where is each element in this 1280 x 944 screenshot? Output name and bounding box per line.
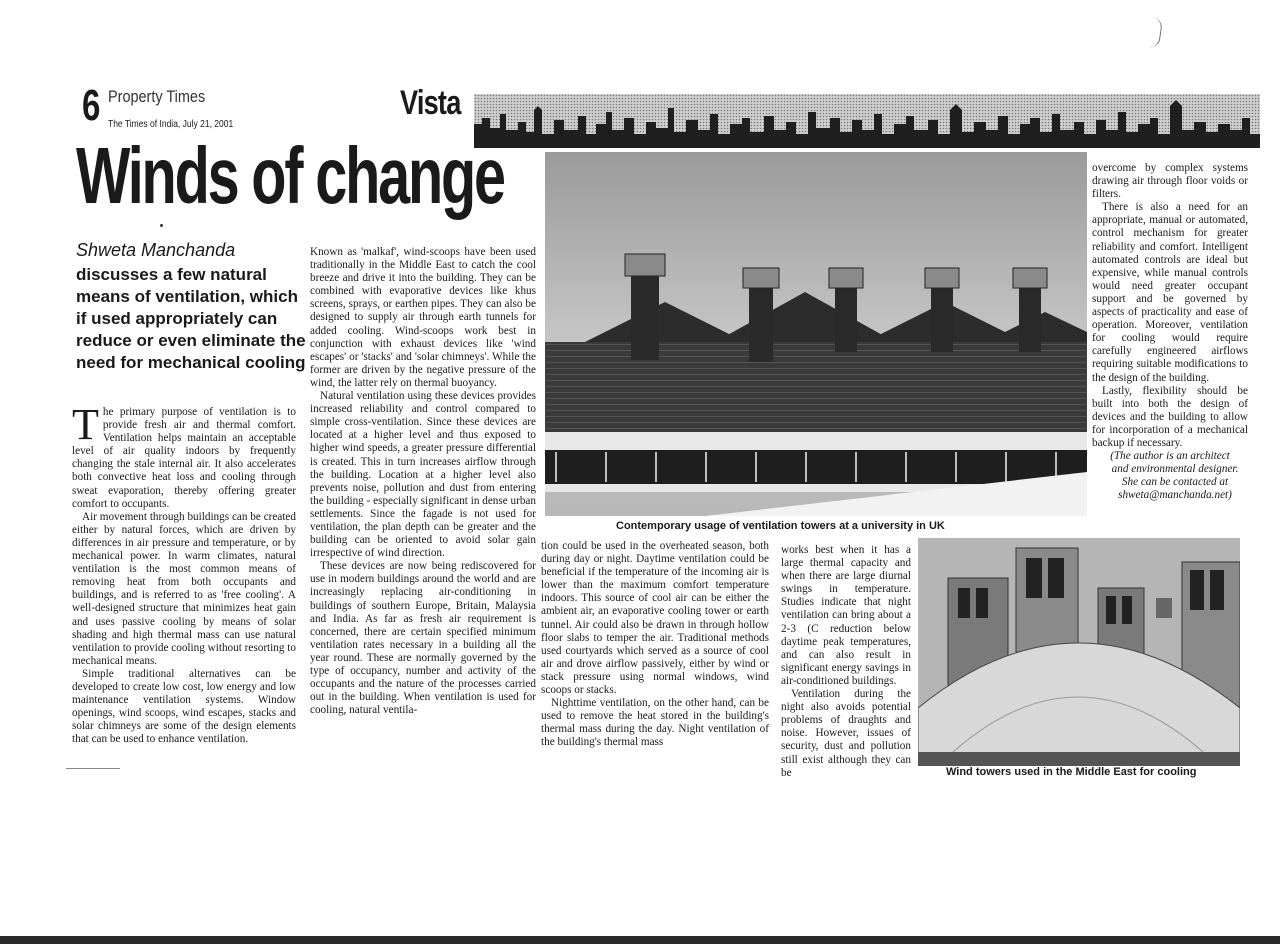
article-headline: Winds of change	[76, 131, 504, 220]
photo-caption-university: Contemporary usage of ventilation towers at a university in UK	[616, 520, 945, 532]
paragraph: Simple traditional alternatives can be developed to create low cost, low energy and low maintenance ventilation systems. Window openings, wind scoops, wind escapes, stacks and solar chimneys are some of the design elements that can be used to enhance ventilation.	[72, 667, 296, 746]
column-end-rule	[66, 768, 120, 769]
paragraph: Nighttime ventilation, on the other hand, can be used to remove the heat stored in the building's thermal mass during the day. Night ventilation of the building's thermal mass	[541, 697, 769, 749]
author-note-line: She can be contacted at	[1121, 476, 1229, 489]
paragraph: Ventilation during the night also avoids potential problems of draughts and noise. However, issues of security, dust and pollution still exist although they can be	[781, 688, 911, 779]
paragraph: Known as 'malkaf', wind-scoops have been used traditionally in the Middle East to catch the cool breeze and drive it into the building. They can be combined with evaporative devices like khus screens, sprays, or earthen pipes. They can also be designed to supply air through earth tunnels for added cooling. Wind-scoops work best in conjunction with exhaust devices like 'wind escapes' or 'stacks' and 'solar chimneys'. While the former are driven by the negative pressure of the wind, the latter rely on thermal buoyancy.	[310, 246, 536, 389]
author-note-line: (The author is an architect	[1110, 450, 1230, 463]
paragraph	[72, 400, 296, 511]
section-name: Property Times	[108, 87, 206, 106]
article-column-2	[310, 246, 536, 717]
author-email: shweta@manchanda.net)	[1118, 489, 1232, 502]
article-column-1	[72, 400, 296, 746]
paragraph: Air movement through buildings can be created either by natural forces, which are driven by differences in air pressure and temperature, or by mechanical power. In warm climates, natural ventilation is the most common means of removing heat from both occupants and buildings, and is referred to as 'free cooling'. A well-designed structure that minimizes heat gain and uses passive cooling by means of solar shading and high thermal mass can use natural ventilation to provide cooling without resorting to mechanical means.	[72, 510, 296, 667]
page-number: 6	[82, 81, 99, 130]
city-skyline-banner	[474, 94, 1260, 148]
paragraph: These devices are now being rediscovered for use in modern buildings around the world and are increasingly replacing air-conditioning in buildings of southern Europe, Britain, Malaysia and India. As far as fresh air requirement is concerned, there are certain specified minimum ventilation rates necessary in a building all the year round. These are normally governed by the type of occupancy, number and activity of the occupants and the nature of the processes carried out in the building. When ventilation is used for cooling, natural ventila-	[310, 560, 536, 717]
paragraph: tion could be used in the overheated season, both during day or night. Daytime ventilation could be beneficial if the temperature of the incoming air is lower than the maximum comfort temperature indoors. This source of cool air can be either the ambient air, an evaporative cooling tower or earth tunnel. Air could also be drawn in through hollow floor slabs to temper the air. Traditional methods used courtyards which served as a source of cool air and drove airflow passively, either by wind or stack pressure using normal windows, wind scoops or stacks.	[541, 540, 769, 697]
paragraph: Natural ventilation using these devices provides increased reliability and control compared to simple cross-ventilation. Since these devices are located at a higher level and thus exposed to higher wind speeds, a greater pressure differential is created. This in turn increases airflow through the building. Location at a higher level also prevents noise, pollution and dust from entering the building - especially significant in dense urban settlements. Since the fagade is not used for ventilation, the plan depth can be greater and the building can be oriented to avoid solar gain irrespective of wind direction.	[310, 390, 536, 560]
paragraph: There is also a need for an appropriate, manual or automated, control mechanism for greater reliability and comfort. Intelligent automated controls are ideal but expensive, while manual controls would need greater occupant support and be governed by aspects of practicality and ease of operation. Moreover, ventilation for cooling would require carefully engineered airflows requiring suitable modifications to the design of the building.	[1092, 201, 1248, 384]
section-tag: Vista	[400, 84, 461, 122]
middle-east-wind-towers-photo	[918, 538, 1240, 766]
author-note	[1092, 450, 1248, 502]
university-ventilation-towers-photo	[545, 152, 1087, 516]
article-byline: Shweta Manchanda	[76, 240, 236, 260]
paragraph: overcome by complex systems drawing air through floor voids or filters.	[1092, 162, 1248, 201]
paragraph-text: he primary purpose of ventilation is to provide fresh air and thermal comfort. Ventilation helps maintain an acceptable level of air quality indoors by frequently changing the stale internal air. It also accelerates both convective heat loss and cooling through sweat evaporation, thereby offering greater comfort to occupants.	[72, 406, 296, 510]
drop-cap: T	[72, 400, 99, 449]
scan-edge	[0, 936, 1280, 944]
article-column-5	[1092, 162, 1248, 502]
photo-caption-middle-east: Wind towers used in the Middle East for cooling	[946, 766, 1197, 778]
paragraph: Lastly, flexibility should be built into both the design of devices and the building to allow for incorporation of a mechanical backup if necessary.	[1092, 384, 1248, 449]
author-note-line: and environmental designer.	[1111, 463, 1239, 476]
dateline: The Times of India, July 21, 2001	[108, 119, 234, 130]
article-standfirst: discusses a few natural means of ventilation, which if used appropriately can reduce or even eliminate the need for mechanical cooling	[76, 265, 306, 372]
stray-pen-mark	[1148, 17, 1163, 48]
article-column-4	[781, 544, 911, 780]
article-column-3	[541, 540, 769, 750]
print-speck	[160, 224, 163, 227]
paragraph: works best when it has a large thermal capacity and when there are large diurnal swings in temperature. Studies indicate that night ventilation can bring about a 2-3 (C reduction below daytime peak temperatures, and can also result in significant energy savings in air-conditioned buildings.	[781, 544, 911, 687]
